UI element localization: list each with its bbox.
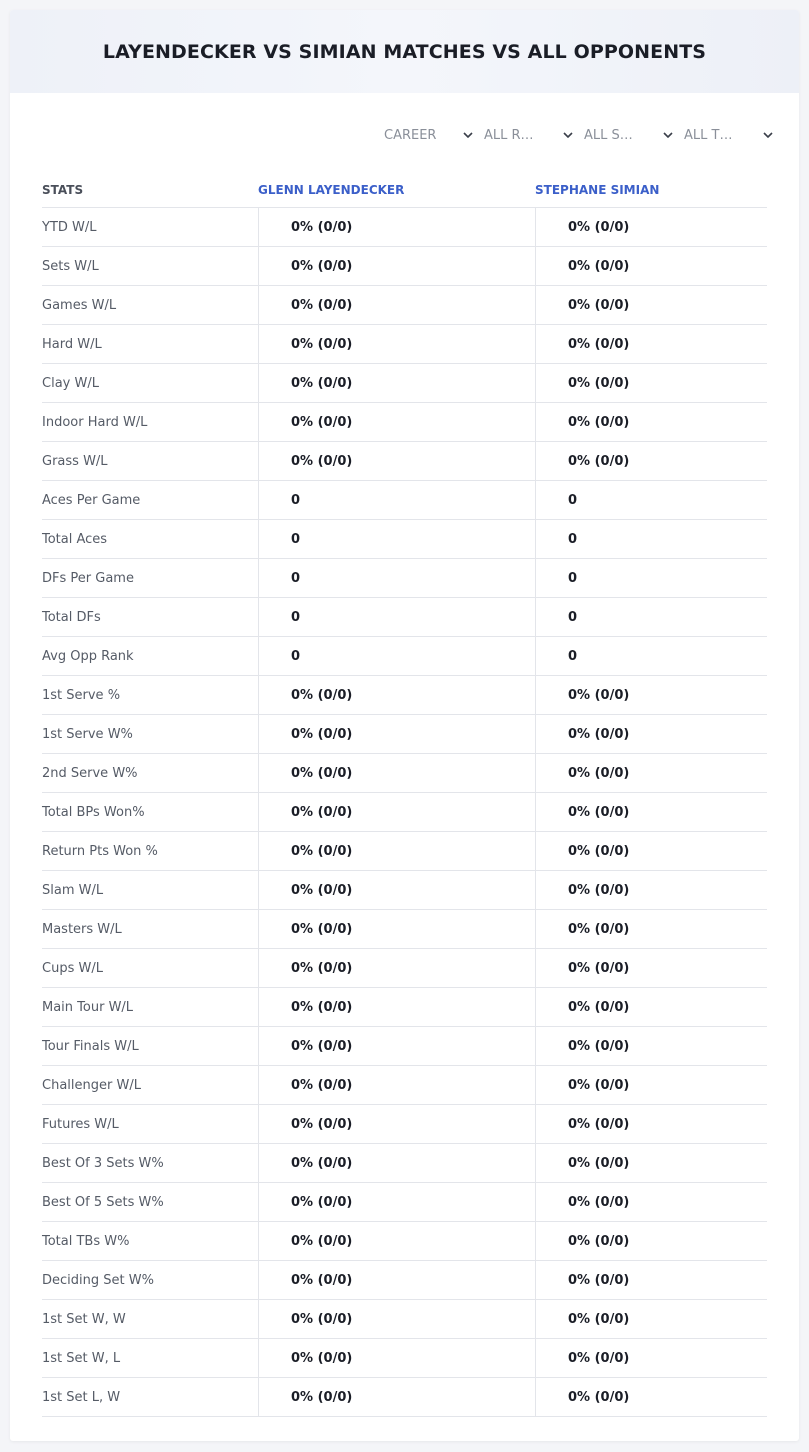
card-header [10, 10, 799, 93]
table-row [42, 793, 767, 832]
player1-value: 0% (0/0) [258, 1300, 535, 1338]
table-row [42, 1261, 767, 1300]
stat-label: Return Pts Won % [42, 843, 158, 859]
player1-value: 0% (0/0) [258, 871, 535, 909]
player2-value: 0% (0/0) [535, 988, 767, 1026]
filter-tournaments-select[interactable] [684, 124, 784, 146]
table-row [42, 481, 767, 520]
player2-value: 0% (0/0) [535, 715, 767, 753]
stat-label: Slam W/L [42, 882, 104, 898]
player2-value: 0% (0/0) [535, 832, 767, 870]
player1-value: 0% (0/0) [258, 1222, 535, 1260]
player2-value: 0% (0/0) [535, 442, 767, 480]
table-row [42, 403, 767, 442]
table-row [42, 754, 767, 793]
player1-link[interactable]: GLENN LAYENDECKER [258, 183, 405, 197]
stat-label: Cups W/L [42, 960, 103, 976]
player2-value: 0% (0/0) [535, 676, 767, 714]
player2-value: 0% (0/0) [535, 1339, 767, 1377]
player1-value: 0% (0/0) [258, 364, 535, 402]
stat-label: Challenger W/L [42, 1077, 141, 1093]
player2-value: 0% (0/0) [535, 247, 767, 285]
player2-value: 0% (0/0) [535, 1300, 767, 1338]
player2-value: 0% (0/0) [535, 1222, 767, 1260]
filter-bar [384, 124, 784, 146]
player1-value: 0% (0/0) [258, 1027, 535, 1065]
player2-value: 0% (0/0) [535, 949, 767, 987]
stat-label: Masters W/L [42, 921, 122, 937]
player2-value: 0% (0/0) [535, 1144, 767, 1182]
player1-value: 0% (0/0) [258, 676, 535, 714]
table-row [42, 637, 767, 676]
table-row [42, 286, 767, 325]
player2-value: 0% (0/0) [535, 1105, 767, 1143]
player1-value: 0% (0/0) [258, 988, 535, 1026]
table-row [42, 715, 767, 754]
player1-value: 0% (0/0) [258, 1261, 535, 1299]
player2-value: 0% (0/0) [535, 1261, 767, 1299]
table-row [42, 1144, 767, 1183]
player2-value: 0% (0/0) [535, 871, 767, 909]
player2-value: 0% (0/0) [535, 1183, 767, 1221]
player1-value: 0% (0/0) [258, 1105, 535, 1143]
player1-value: 0% (0/0) [258, 403, 535, 441]
table-row [42, 364, 767, 403]
stat-label: 1st Set L, W [42, 1389, 121, 1405]
player1-value: 0% (0/0) [258, 910, 535, 948]
player1-value: 0% (0/0) [258, 208, 535, 246]
stat-label: Grass W/L [42, 453, 108, 469]
chevron-down-icon [660, 127, 676, 143]
player2-value: 0% (0/0) [535, 1066, 767, 1104]
stat-label: Best Of 5 Sets W% [42, 1194, 164, 1210]
player2-link[interactable]: STEPHANE SIMIAN [535, 183, 660, 197]
stat-label: Tour Finals W/L [42, 1038, 139, 1054]
table-row [42, 1378, 767, 1417]
table-row [42, 871, 767, 910]
stat-label: 1st Set W, W [42, 1311, 126, 1327]
player2-value: 0 [535, 598, 767, 636]
player1-value: 0% (0/0) [258, 1378, 535, 1416]
stat-label: Clay W/L [42, 375, 99, 391]
table-row [42, 1222, 767, 1261]
stat-label: 1st Serve W% [42, 726, 133, 742]
player2-value: 0 [535, 520, 767, 558]
player1-value: 0% (0/0) [258, 1183, 535, 1221]
stat-label: 2nd Serve W% [42, 765, 138, 781]
player1-value: 0% (0/0) [258, 442, 535, 480]
table-row [42, 208, 767, 247]
player1-value: 0% (0/0) [258, 1066, 535, 1104]
stats-card [10, 10, 799, 1441]
stat-label: YTD W/L [42, 219, 97, 235]
stat-label: Futures W/L [42, 1116, 119, 1132]
table-row [42, 910, 767, 949]
chevron-down-icon [560, 127, 576, 143]
stats-column-header: STATS [42, 183, 84, 197]
stat-label: Indoor Hard W/L [42, 414, 148, 430]
table-row [42, 325, 767, 364]
player1-value: 0% (0/0) [258, 793, 535, 831]
player2-value: 0 [535, 637, 767, 675]
stat-label: Sets W/L [42, 258, 99, 274]
chevron-down-icon [460, 127, 476, 143]
filter-period-select[interactable] [384, 124, 484, 146]
player1-value: 0 [258, 559, 535, 597]
player2-value: 0% (0/0) [535, 793, 767, 831]
page-title: LAYENDECKER VS SIMIAN MATCHES VS ALL OPPONENTS [102, 40, 707, 63]
stat-label: Total DFs [42, 609, 101, 625]
stat-label: DFs Per Game [42, 570, 134, 586]
stat-label: 1st Set W, L [42, 1350, 121, 1366]
player2-value: 0 [535, 481, 767, 519]
player1-value: 0% (0/0) [258, 1339, 535, 1377]
table-row [42, 520, 767, 559]
player2-value: 0 [535, 559, 767, 597]
table-row [42, 559, 767, 598]
stat-label: Best Of 3 Sets W% [42, 1155, 164, 1171]
table-header [42, 172, 767, 208]
stat-label: Aces Per Game [42, 492, 141, 508]
player2-value: 0% (0/0) [535, 1027, 767, 1065]
stat-label: Total BPs Won% [42, 804, 145, 820]
stat-label: Avg Opp Rank [42, 648, 134, 664]
filter-rounds-select[interactable] [484, 124, 584, 146]
player2-value: 0% (0/0) [535, 1378, 767, 1416]
player1-value: 0 [258, 520, 535, 558]
player1-value: 0% (0/0) [258, 949, 535, 987]
stat-label: Games W/L [42, 297, 117, 313]
table-row [42, 247, 767, 286]
stat-label: Total Aces [42, 531, 108, 547]
player1-value: 0% (0/0) [258, 832, 535, 870]
player1-value: 0 [258, 481, 535, 519]
table-row [42, 1339, 767, 1378]
table-row [42, 1300, 767, 1339]
table-row [42, 442, 767, 481]
table-row [42, 676, 767, 715]
filter-period-label: CAREER [384, 127, 437, 143]
table-row [42, 988, 767, 1027]
table-row [42, 832, 767, 871]
player2-value: 0% (0/0) [535, 754, 767, 792]
table-row [42, 1183, 767, 1222]
player1-value: 0 [258, 637, 535, 675]
player2-value: 0% (0/0) [535, 286, 767, 324]
player2-value: 0% (0/0) [535, 910, 767, 948]
stats-table-body [42, 207, 767, 1417]
player1-value: 0% (0/0) [258, 715, 535, 753]
player2-value: 0% (0/0) [535, 364, 767, 402]
player1-value: 0% (0/0) [258, 754, 535, 792]
stat-label: Total TBs W% [42, 1233, 130, 1249]
filter-rounds-label: ALL R… [484, 127, 534, 143]
filter-tournaments-label: ALL T… [684, 127, 733, 143]
player1-value: 0% (0/0) [258, 286, 535, 324]
stat-label: 1st Serve % [42, 687, 121, 703]
chevron-down-icon [760, 127, 776, 143]
table-row [42, 1066, 767, 1105]
player1-value: 0% (0/0) [258, 1144, 535, 1182]
player2-value: 0% (0/0) [535, 403, 767, 441]
stat-label: Main Tour W/L [42, 999, 134, 1015]
table-row [42, 1105, 767, 1144]
filter-surfaces-label: ALL S… [584, 127, 633, 143]
player2-value: 0% (0/0) [535, 208, 767, 246]
player1-value: 0% (0/0) [258, 325, 535, 363]
table-row [42, 1027, 767, 1066]
player1-value: 0% (0/0) [258, 247, 535, 285]
player1-value: 0 [258, 598, 535, 636]
player2-value: 0% (0/0) [535, 325, 767, 363]
stat-label: Hard W/L [42, 336, 102, 352]
table-row [42, 598, 767, 637]
filter-surfaces-select[interactable] [584, 124, 684, 146]
table-row [42, 949, 767, 988]
stat-label: Deciding Set W% [42, 1272, 154, 1288]
